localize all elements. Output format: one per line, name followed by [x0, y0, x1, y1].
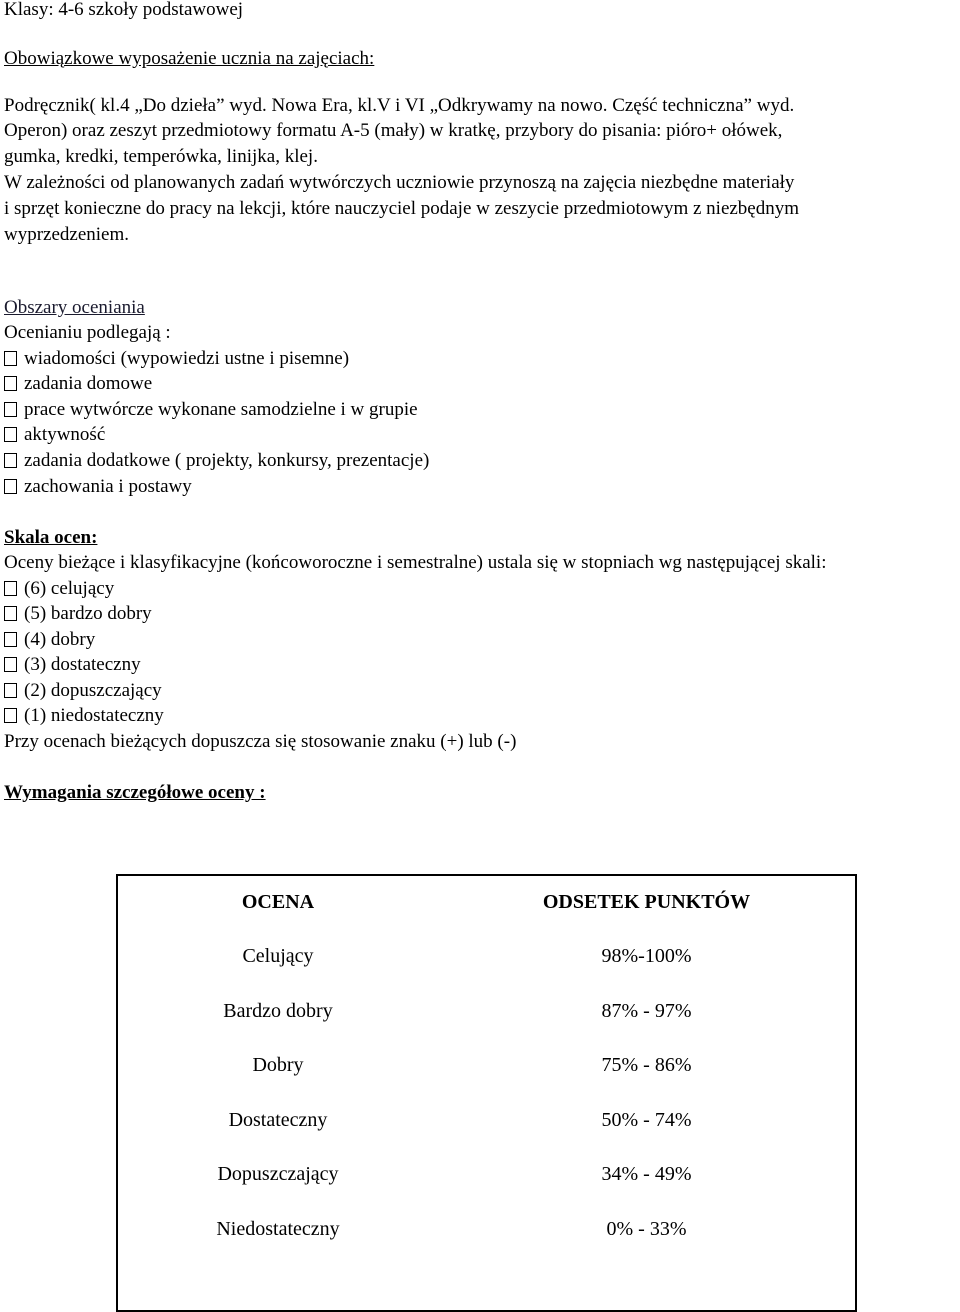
table-row: [117, 1039, 856, 1094]
scale-item: (5) bardzo dobry: [4, 603, 152, 625]
equipment-line: W zależności od planowanych zadań wytwórczych uczniowie przynoszą na zajęcia niezbędne materiały: [4, 172, 795, 193]
percentage-cell: 34% - 49%: [601, 1163, 692, 1186]
assessment-item: prace wytwórcze wykonane samodzielne i w grupie: [4, 399, 418, 421]
equipment-line: gumka, kredki, temperówka, linijka, klej.: [4, 146, 318, 167]
assessment-title: Obszary oceniania: [4, 297, 145, 318]
scale-item: (6) celujący: [4, 578, 114, 600]
scale-item: (4) dobry: [4, 629, 95, 651]
scale-item: (1) niedostateczny: [4, 705, 164, 727]
scale-item: (2) dopuszczający: [4, 680, 162, 702]
grade-cell: Celujący: [242, 945, 314, 968]
checkbox-icon: [4, 657, 17, 672]
table-row: [117, 1202, 856, 1257]
checkbox-icon: [4, 351, 17, 366]
table-header-row: [117, 875, 856, 930]
grade-cell: Dobry: [252, 1054, 304, 1077]
checkbox-icon: [4, 581, 17, 596]
percentage-cell: 98%-100%: [601, 945, 692, 968]
assessment-item: zachowania i postawy: [4, 476, 192, 498]
requirements-title: Wymagania szczegółowe oceny :: [4, 782, 266, 803]
table-row: [117, 984, 856, 1039]
checkbox-icon: [4, 632, 17, 647]
grade-cell: Niedostateczny: [216, 1217, 340, 1240]
checkbox-icon: [4, 479, 17, 494]
grade-cell: Dostateczny: [228, 1108, 328, 1131]
scale-item: (3) dostateczny: [4, 654, 141, 676]
percentage-cell: 75% - 86%: [601, 1054, 692, 1077]
table-row: [117, 1257, 856, 1312]
grade-cell: Bardzo dobry: [223, 999, 333, 1022]
checkbox-icon: [4, 376, 17, 391]
table-row: [117, 1148, 856, 1203]
assessment-intro: Ocenianiu podlegają :: [4, 322, 171, 343]
checkbox-icon: [4, 402, 17, 417]
percentage-cell: 50% - 74%: [601, 1108, 692, 1131]
scale-title: Skala ocen:: [4, 527, 98, 548]
assessment-item: wiadomości (wypowiedzi ustne i pisemne): [4, 348, 349, 370]
checkbox-icon: [4, 427, 17, 442]
grade-cell: [117, 1257, 438, 1312]
assessment-item: zadania domowe: [4, 373, 152, 395]
equipment-line: i sprzęt konieczne do pracy na lekcji, które nauczyciel podaje w zeszycie przedmiotowym z niezbędnym: [4, 198, 800, 219]
equipment-line: Operon) oraz zeszyt przedmiotowy formatu A-5 (mały) w kratkę, przybory do pisania: pióro+ ołówek,: [4, 120, 783, 141]
scale-note: Przy ocenach bieżących dopuszcza się stosowanie znaku (+) lub (-): [4, 731, 517, 752]
grade-table: [116, 874, 857, 1312]
table-row: [117, 1093, 856, 1148]
checkbox-icon: [4, 683, 17, 698]
header-percentage: ODSETEK PUNKTÓW: [542, 891, 751, 914]
percentage-cell: 87% - 97%: [601, 999, 692, 1022]
equipment-line: Podręcznik( kl.4 „Do dzieła” wyd. Nowa Era, kl.V i VI „Odkrywamy na nowo. Część techniczna” wyd.: [4, 95, 795, 116]
grade-cell: Dopuszczający: [217, 1163, 339, 1186]
assessment-item: aktywność: [4, 424, 105, 446]
scale-intro: Oceny bieżące i klasyfikacyjne (końcoworoczne i semestralne) ustala się w stopniach wg następującej skali:: [4, 552, 827, 573]
equipment-line: wyprzedzeniem.: [4, 224, 130, 245]
checkbox-icon: [4, 606, 17, 621]
percentage-cell: 0% - 33%: [606, 1217, 687, 1240]
header-grade: OCENA: [241, 891, 315, 914]
table-row: [117, 930, 856, 985]
equipment-title: Obowiązkowe wyposażenie ucznia na zajęciach:: [4, 48, 375, 69]
classes-line: Klasy: 4-6 szkoły podstawowej: [4, 0, 244, 20]
percentage-cell: [438, 1257, 856, 1312]
checkbox-icon: [4, 708, 17, 723]
checkbox-icon: [4, 453, 17, 468]
assessment-item: zadania dodatkowe ( projekty, konkursy, prezentacje): [4, 450, 429, 472]
